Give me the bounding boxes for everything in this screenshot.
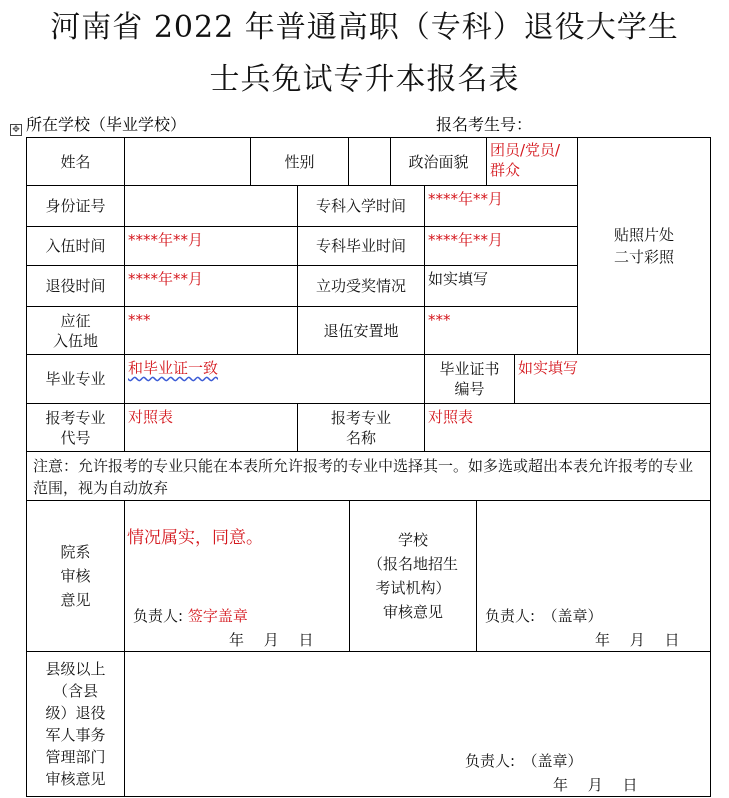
county-date: 年 月 日 [553,776,638,794]
school-review-field[interactable] [476,500,711,652]
county-signer: 负责人: （盖章） [465,752,583,770]
apply-name-label: 报考专业 名称 [297,403,425,452]
awards-label: 立功受奖情况 [297,265,425,307]
political-field[interactable]: 团员/党员/ 群众 [486,137,578,186]
awards-field[interactable]: 如实填写 [424,265,578,307]
school-date: 年 月 日 [595,631,680,649]
resettle-place-label: 退伍安置地 [297,306,425,355]
photo-placeholder: 贴照片处 二寸彩照 [577,137,711,355]
enlist-place-field[interactable]: *** [124,306,298,355]
enlist-time-label: 入伍时间 [26,226,125,266]
id-number-label: 身份证号 [26,185,125,227]
school-review-label: 学校 （报名地招生 考试机构） 审核意见 [349,500,477,652]
gender-field[interactable] [348,137,391,186]
grad-major-label: 毕业专业 [26,354,125,404]
dept-signer-value: 签字盖章 [187,607,248,625]
grad-major-value: 和毕业证一致 [128,359,219,377]
name-field[interactable] [124,137,251,186]
dept-review-field[interactable] [124,500,350,652]
id-number-field[interactable] [124,185,298,227]
exam-number-label: 报名考生号： [436,115,533,134]
school-signer: 负责人: （盖章） [485,607,603,625]
dept-signer-label: 负责人: [133,607,184,625]
grad-major-field[interactable] [124,354,425,404]
dept-review-label: 院系 审核 意见 [26,500,125,652]
school-label: 所在学校（毕业学校） [26,115,187,134]
name-label: 姓名 [26,137,125,186]
discharge-time-label: 退役时间 [26,265,125,307]
cert-number-label: 毕业证书 编号 [424,354,515,404]
college-grad-field[interactable]: ****年**月 [424,226,578,266]
political-label: 政治面貌 [390,137,487,186]
enlist-place-label: 应征 入伍地 [26,306,125,355]
county-review-label: 县级以上 （含县 级）退役 军人事务 管理部门 审核意见 [26,651,125,797]
college-entry-label: 专科入学时间 [297,185,425,227]
apply-code-label: 报考专业 代号 [26,403,125,452]
gender-label: 性别 [250,137,349,186]
form-title-line1: 河南省 2022 年普通高职（专科）退役大学生 [50,10,679,45]
dept-date: 年 月 日 [229,631,314,649]
college-entry-field[interactable]: ****年**月 [424,185,578,227]
notice-text: 注意：允许报考的专业只能在本表所允许报考的专业中选择其一。如多选或超出本表允许报考的专业范围，视为自动放弃 [26,451,711,501]
form-title-line2: 士兵免试专升本报名表 [209,62,520,97]
apply-code-field[interactable]: 对照表 [124,403,298,452]
resettle-place-field[interactable]: *** [424,306,578,355]
college-grad-label: 专科毕业时间 [297,226,425,266]
enlist-time-field[interactable]: ****年**月 [124,226,298,266]
county-review-field[interactable] [124,651,711,797]
dept-opinion-text: 情况属实，同意。 [127,528,263,548]
table-move-handle-icon[interactable]: ✥ [10,124,22,136]
discharge-time-field[interactable]: ****年**月 [124,265,298,307]
apply-name-field[interactable]: 对照表 [424,403,711,452]
cert-number-field[interactable]: 如实填写 [514,354,711,404]
